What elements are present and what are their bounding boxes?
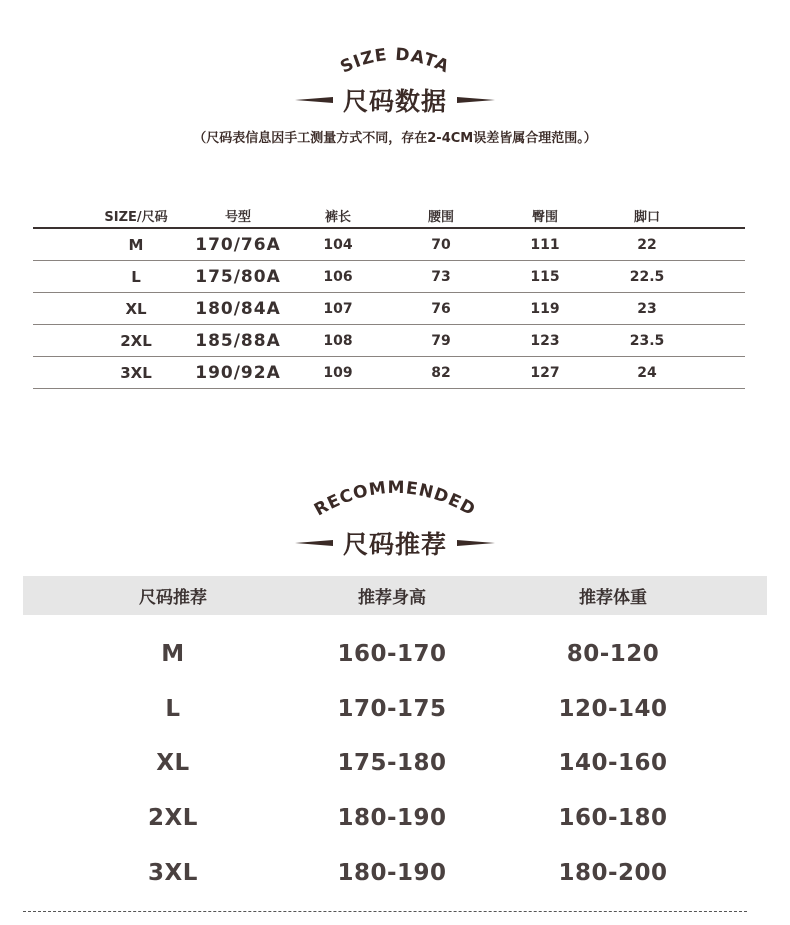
col-waist: 腰围 [427, 209, 455, 225]
right-ornament-dash [457, 96, 495, 104]
col-height: 推荐身高 [358, 588, 426, 608]
cell-hip: 119 [530, 300, 560, 317]
size-data-title: 尺码数据 [342, 87, 447, 116]
cell-height: 180-190 [337, 860, 447, 886]
cell-pants-length: 106 [323, 268, 353, 285]
size-data-table [33, 203, 745, 389]
cell-height: 170-175 [337, 696, 447, 722]
cell-waist: 70 [431, 236, 451, 253]
table-row [33, 325, 745, 357]
recommended-arc-title [0, 470, 790, 521]
cell-size: 2XL [148, 805, 198, 831]
cell-hem: 23.5 [629, 332, 665, 349]
table-row [23, 634, 767, 674]
table-row [33, 293, 745, 325]
cell-weight: 160-180 [558, 805, 668, 831]
cell-size: 2XL [120, 331, 152, 350]
col-pants-length: 裤长 [324, 209, 352, 225]
cell-size: XL [156, 750, 190, 776]
col-model: 号型 [224, 209, 252, 225]
left-ornament-dash [295, 96, 333, 104]
cell-model: 190/92A [195, 362, 281, 383]
cell-pants-length: 108 [323, 332, 353, 349]
cell-model: 170/76A [195, 234, 281, 255]
cell-model: 180/84A [195, 298, 281, 319]
cell-size: L [165, 696, 181, 722]
cell-size: 3XL [120, 363, 152, 382]
cell-weight: 80-120 [566, 641, 660, 667]
cell-hip: 111 [530, 236, 560, 253]
table-row [33, 261, 745, 293]
cell-model: 175/80A [195, 266, 281, 287]
cell-pants-length: 104 [323, 236, 353, 253]
table-row [33, 229, 745, 261]
col-size-recommend: 尺码推荐 [139, 588, 207, 608]
cell-weight: 120-140 [558, 696, 668, 722]
cell-hem: 22.5 [629, 268, 665, 285]
size-table-header [33, 203, 745, 229]
cell-size: M [161, 641, 185, 667]
table-row [33, 357, 745, 389]
cell-model: 185/88A [195, 330, 281, 351]
cell-height: 175-180 [337, 750, 447, 776]
svg-text:SIZE DATA: SIZE DATA [337, 44, 453, 78]
cell-hip: 115 [530, 268, 560, 285]
cell-hem: 23 [637, 300, 657, 317]
right-ornament-dash [457, 539, 495, 547]
table-row [23, 689, 767, 729]
col-size: SIZE/尺码 [104, 209, 168, 225]
cell-hem: 24 [637, 364, 657, 381]
cell-weight: 140-160 [558, 750, 668, 776]
cell-height: 160-170 [337, 641, 447, 667]
table-row [23, 798, 767, 838]
col-hem: 脚口 [633, 209, 661, 225]
size-data-heading [0, 82, 790, 118]
cell-weight: 180-200 [558, 860, 668, 886]
cell-size: M [128, 235, 144, 254]
cell-pants-length: 109 [323, 364, 353, 381]
measurement-note: （尺码表信息因手工测量方式不同，存在2-4CM误差皆属合理范围。） [193, 131, 597, 146]
cell-pants-length: 107 [323, 300, 353, 317]
recommend-heading [0, 525, 790, 561]
cell-waist: 76 [431, 300, 451, 317]
cell-hip: 127 [530, 364, 560, 381]
cell-hem: 22 [637, 236, 657, 253]
table-row [23, 853, 767, 893]
recommend-table-header [23, 576, 767, 615]
cell-waist: 73 [431, 268, 451, 285]
bottom-dashed-divider [23, 911, 747, 912]
table-row [23, 743, 767, 783]
cell-size: XL [125, 299, 147, 318]
left-ornament-dash [295, 539, 333, 547]
cell-size: 3XL [148, 860, 198, 886]
cell-hip: 123 [530, 332, 560, 349]
recommend-title: 尺码推荐 [342, 530, 447, 559]
col-hip: 臀围 [531, 209, 559, 225]
size-data-arc-title [0, 38, 790, 82]
col-weight: 推荐体重 [579, 588, 647, 608]
cell-waist: 79 [431, 332, 451, 349]
svg-text:RECOMMENDED: RECOMMENDED [310, 477, 479, 521]
cell-height: 180-190 [337, 805, 447, 831]
cell-waist: 82 [431, 364, 451, 381]
cell-size: L [131, 267, 141, 286]
